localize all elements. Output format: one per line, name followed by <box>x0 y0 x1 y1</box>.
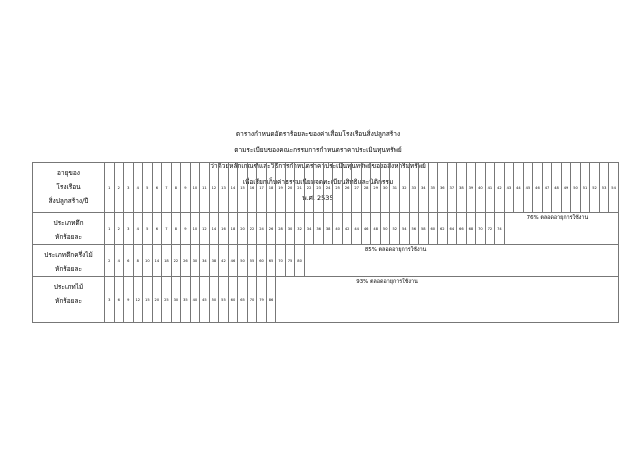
year-header-cell: 20 <box>285 163 295 213</box>
value-cell: 42 <box>219 245 229 277</box>
value-cell: 20 <box>152 277 162 323</box>
year-header-cell: 40 <box>476 163 486 213</box>
value-cell: 60 <box>228 277 238 323</box>
value-cell: 20 <box>238 213 248 245</box>
lifetime-rate-note: 93% ตลอดอายุการใช้งาน <box>276 277 619 323</box>
value-cell: 46 <box>228 245 238 277</box>
value-cell: 24 <box>257 213 267 245</box>
value-cell: 40 <box>333 213 343 245</box>
year-header-cell: 9 <box>181 163 191 213</box>
value-cell: 4 <box>133 213 143 245</box>
title-line: ตารางกำหนดอัตราร้อยละของค่าเสื่อมโรงเรือนสิ่งปลูกสร้าง <box>235 130 401 138</box>
value-cell: 50 <box>209 277 219 323</box>
value-cell: 18 <box>162 245 172 277</box>
value-cell: 3 <box>124 213 134 245</box>
title-line: พ.ศ. 2535 <box>302 194 334 202</box>
year-header-cell: 1 <box>105 163 115 213</box>
year-header-cell: 5 <box>143 163 153 213</box>
value-cell: 70 <box>276 245 286 277</box>
value-cell: 65 <box>266 245 276 277</box>
value-cell: 25 <box>162 277 172 323</box>
value-cell: 4 <box>114 245 124 277</box>
value-cell: 64 <box>447 213 457 245</box>
value-cell: 54 <box>399 213 409 245</box>
year-header-cell: 34 <box>419 163 429 213</box>
year-header-cell: 44 <box>514 163 524 213</box>
year-header-cell: 25 <box>333 163 343 213</box>
lifetime-rate-note: 85% ตลอดอายุการใช้งาน <box>304 245 618 277</box>
year-header-cell: 31 <box>390 163 400 213</box>
value-cell: 14 <box>152 245 162 277</box>
value-cell: 80 <box>295 245 305 277</box>
value-cell: 72 <box>485 213 495 245</box>
value-cell: 55 <box>247 245 257 277</box>
value-cell: 55 <box>219 277 229 323</box>
value-cell: 62 <box>438 213 448 245</box>
year-header-cell: 26 <box>342 163 352 213</box>
year-header-cell: 28 <box>361 163 371 213</box>
value-cell: 70 <box>476 213 486 245</box>
year-header-cell: 45 <box>523 163 533 213</box>
year-header-cell: 29 <box>371 163 381 213</box>
row-label-line: ประเภทตึก <box>53 219 84 227</box>
value-cell: 2 <box>105 245 115 277</box>
value-cell: 12 <box>133 277 143 323</box>
value-cell: 74 <box>495 213 505 245</box>
value-cell: 44 <box>352 213 362 245</box>
year-header-cell: 46 <box>533 163 543 213</box>
year-header-cell: 10 <box>190 163 200 213</box>
value-cell: 10 <box>143 245 153 277</box>
table-row-wood <box>33 277 619 323</box>
year-header-cell: 22 <box>304 163 314 213</box>
row-label-line: หักร้อยละ <box>55 265 82 273</box>
value-cell: 70 <box>247 277 257 323</box>
year-header-cell: 48 <box>552 163 562 213</box>
value-cell: 38 <box>323 213 333 245</box>
value-cell: 9 <box>181 213 191 245</box>
title-line: เพื่อเรียกเก็บค่าธรรมเนียมจดทะเบียนสิทธิและนิติกรรม <box>242 178 394 186</box>
value-cell: 6 <box>114 277 124 323</box>
value-cell: 35 <box>181 277 191 323</box>
row-label-line: ประเภทตึกครึ่งไม้ <box>44 251 93 259</box>
year-header-cell: 15 <box>238 163 248 213</box>
value-cell: 10 <box>190 213 200 245</box>
year-header-cell: 51 <box>580 163 590 213</box>
year-header-cell: 38 <box>457 163 467 213</box>
row-label-line: หักร้อยละ <box>55 297 82 305</box>
year-header-cell: 32 <box>399 163 409 213</box>
year-header-cell: 11 <box>200 163 210 213</box>
value-cell: 9 <box>124 277 134 323</box>
value-cell: 28 <box>276 213 286 245</box>
value-cell: 60 <box>257 245 267 277</box>
year-header-cell: 36 <box>438 163 448 213</box>
value-cell: 42 <box>342 213 352 245</box>
year-header-cell: 37 <box>447 163 457 213</box>
year-header-cell: 39 <box>466 163 476 213</box>
value-cell: 30 <box>285 213 295 245</box>
row-label-line: ประเภทไม้ <box>53 283 84 291</box>
value-cell: 75 <box>285 245 295 277</box>
year-header-cell: 4 <box>133 163 143 213</box>
value-cell: 50 <box>380 213 390 245</box>
value-cell: 40 <box>190 277 200 323</box>
year-header-cell: 43 <box>504 163 514 213</box>
title-line: ตามระเบียบของคณะกรรมการกำหนดราคาประเมินทุนทรัพย์ <box>234 146 402 154</box>
value-cell: 26 <box>181 245 191 277</box>
year-header-cell: 50 <box>571 163 581 213</box>
value-cell: 30 <box>190 245 200 277</box>
value-cell: 79 <box>257 277 267 323</box>
year-header-cell: 35 <box>428 163 438 213</box>
value-cell: 50 <box>238 245 248 277</box>
header-label-line: สิ่งปลูกสร้าง/ปี <box>48 197 89 205</box>
year-header-cell: 52 <box>590 163 600 213</box>
row-label-line: หักร้อยละ <box>55 233 82 241</box>
value-cell: 65 <box>238 277 248 323</box>
year-header-cell: 33 <box>409 163 419 213</box>
year-header-cell: 8 <box>171 163 181 213</box>
value-cell: 45 <box>200 277 210 323</box>
year-header-cell: 21 <box>295 163 305 213</box>
year-header-cell: 47 <box>542 163 552 213</box>
value-cell: 12 <box>200 213 210 245</box>
year-header-cell: 13 <box>219 163 229 213</box>
year-header-cell: 27 <box>352 163 362 213</box>
value-cell: 46 <box>361 213 371 245</box>
header-label-line: โรงเรือน <box>56 183 81 191</box>
value-cell: 30 <box>171 277 181 323</box>
value-cell: 16 <box>219 213 229 245</box>
value-cell: 86 <box>266 277 276 323</box>
value-cell: 52 <box>390 213 400 245</box>
year-header-cell: 2 <box>114 163 124 213</box>
value-cell: 18 <box>228 213 238 245</box>
value-cell: 8 <box>133 245 143 277</box>
lifetime-rate-note: 76% ตลอดอายุการใช้งาน <box>504 213 618 245</box>
value-cell: 14 <box>209 213 219 245</box>
value-cell: 48 <box>371 213 381 245</box>
value-cell: 26 <box>266 213 276 245</box>
year-header-cell: 7 <box>162 163 172 213</box>
year-header-cell: 42 <box>495 163 505 213</box>
year-header-cell: 17 <box>257 163 267 213</box>
value-cell: 7 <box>162 213 172 245</box>
year-header-cell: 18 <box>266 163 276 213</box>
value-cell: 36 <box>314 213 324 245</box>
value-cell: 6 <box>152 213 162 245</box>
year-header-cell: 3 <box>124 163 134 213</box>
value-cell: 15 <box>143 277 153 323</box>
table-row-half-wood <box>33 245 619 277</box>
value-cell: 22 <box>171 245 181 277</box>
value-cell: 58 <box>419 213 429 245</box>
year-header-cell: 49 <box>561 163 571 213</box>
value-cell: 32 <box>295 213 305 245</box>
year-header-cell: 54 <box>609 163 619 213</box>
value-cell: 68 <box>466 213 476 245</box>
value-cell: 2 <box>114 213 124 245</box>
value-cell: 38 <box>209 245 219 277</box>
title-line: ว่าด้วยหลักเกณฑ์และวิธีการกำหนดราคาประเมินทุนทรัพย์ของอสังหาริมทรัพย์ <box>210 162 426 170</box>
value-cell: 66 <box>457 213 467 245</box>
value-cell: 60 <box>428 213 438 245</box>
year-header-cell: 16 <box>247 163 257 213</box>
year-header-cell: 19 <box>276 163 286 213</box>
year-header-cell: 30 <box>380 163 390 213</box>
value-cell: 3 <box>105 277 115 323</box>
value-cell: 56 <box>409 213 419 245</box>
year-header-cell: 6 <box>152 163 162 213</box>
year-header-cell: 41 <box>485 163 495 213</box>
depreciation-table <box>32 162 619 323</box>
year-header-cell: 23 <box>314 163 324 213</box>
value-cell: 1 <box>105 213 115 245</box>
value-cell: 34 <box>200 245 210 277</box>
year-header-cell: 24 <box>323 163 333 213</box>
header-label-line: อายุของ <box>57 169 80 177</box>
value-cell: 8 <box>171 213 181 245</box>
table-row-building <box>33 213 619 245</box>
value-cell: 5 <box>143 213 153 245</box>
value-cell: 34 <box>304 213 314 245</box>
year-header-cell: 14 <box>228 163 238 213</box>
value-cell: 6 <box>124 245 134 277</box>
row-label-cell <box>33 213 105 245</box>
year-header-cell: 12 <box>209 163 219 213</box>
value-cell: 22 <box>247 213 257 245</box>
header-label-cell <box>33 163 105 213</box>
table-header-row <box>33 163 619 213</box>
row-label-cell <box>33 277 105 323</box>
row-label-cell <box>33 245 105 277</box>
year-header-cell: 53 <box>599 163 609 213</box>
